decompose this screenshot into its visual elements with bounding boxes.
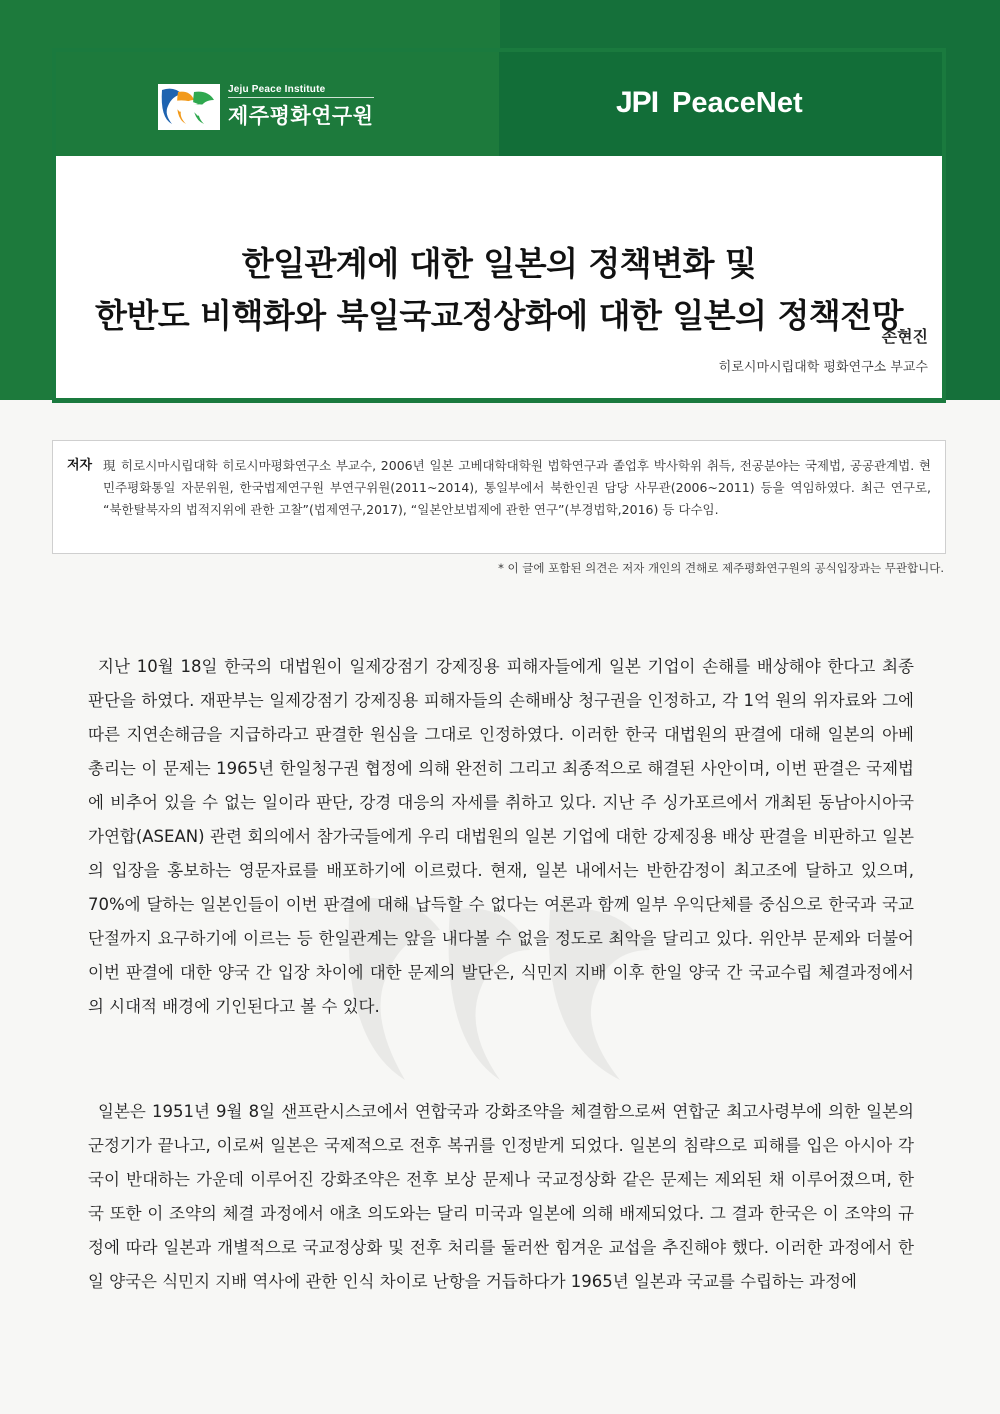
bio-label: 저자 <box>67 458 93 473</box>
logo-english-text: Jeju Peace Institute <box>228 84 374 98</box>
body-paragraph-2: 일본은 1951년 9월 8일 샌프란시스코에서 연합국과 강화조약을 체결함으로써 연합군 최고사령부에 의한 일본의 군정기가 끝나고, 이로써 일본은 국제적으로 전후 복귀를 인정받게 되었다. 일본의 침략으로 피해를 입은 아시아 각국이 반대하는 가운데 이루어진 강화조약은 전후 보상 문제나 국교정상화 같은 문제는 제외된 채 이루어졌으며, 한국 또한 이 조약의 체결 과정에서 애초 의도와는 달리 미국과 일본에 의해 배제되었다. 그 결과 한국은 이 조약의 규정에 따라 일본과 개별적으로 국교정상화 및 전후 처리를 둘러싼 힘겨운 교섭을 추진해야 했다. 이러한 과정에서 한일 양국은 식민지 지배 역사에 관한 인식 차이로 난항을 거듭하다가 1965년 일본과 국교를 수립하는 과정에 <box>88 1102 914 1291</box>
title-frame <box>52 48 946 403</box>
author-name: 손현진 <box>881 327 928 346</box>
dove-logo-icon <box>158 84 220 130</box>
author-affiliation: 히로시마시립대학 평화연구소 부교수 <box>718 360 928 375</box>
title-line-1: 한일관계에 대한 일본의 정책변화 및 <box>241 244 757 283</box>
peacenet-text: PeaceNet <box>672 86 803 119</box>
header-bar <box>56 52 942 156</box>
body-paragraph-1: 지난 10월 18일 한국의 대법원이 일제강점기 강제징용 피해자들에게 일본 기업이 손해를 배상해야 한다고 최종 판단을 하였다. 재판부는 일제강점기 강제징용 피해자들의 손해배상 청구권을 인정하고, 각 1억 원의 위자료와 그에 따른 지연손해금을 지급하라고 판결한 원심을 그대로 인정하였다. 이러한 한국 대법원의 판결에 대해 일본의 아베 총리는 이 문제는 1965년 한일청구권 협정에 의해 완전히 그리고 최종적으로 해결된 사안이며, 이번 판결은 국제법에 비추어 있을 수 없는 일이라 판단, 강경 대응의 자세를 취하고 있다. 지난 주 싱가포르에서 개최된 동남아시아국가연합(ASEAN) 관련 회의에서 참가국들에게 우리 대법원의 일본 기업에 대한 강제징용 배상 판결을 비판하고 일본의 입장을 홍보하는 영문자료를 배포하기에 이르렀다. 현재, 일본 내에서는 반한감정이 최고조에 달하고 있으며, 70%에 달하는 일본인들이 이번 판결에 대해 납득할 수 없다는 여론과 함께 일부 우익단체를 중심으로 한국과 국교단절까지 요구하기에 이르는 등 한일관계는 앞을 내다볼 수 없을 정도로 최악을 달리고 있다. 위안부 문제와 더불어 이번 판결에 대한 양국 간 입장 차이에 대한 문제의 발단은, 식민지 지배 이후 한일 양국 간 국교수립 체결과정에서의 시대적 배경에 기인된다고 볼 수 있다. <box>88 657 914 1016</box>
logo-korean-text: 제주평화연구원 <box>228 104 374 128</box>
bio-text: 現 히로시마시립대학 히로시마평화연구소 부교수, 2006년 일본 고베대학대학원 법학연구과 졸업후 박사학위 취득, 전공분야는 국제법, 공공관계법. 현 민주평화통일 자문위원, 한국법제연구원 부연구위원(2011~2014), 통일부에서 북한인권 담당 사무관(2006~2011) 등을 역임하였다. 최근 연구로, “북한탈북자의 법적지위에 관한 고찰”(법제연구,2017), “일본안보법제에 관한 연구”(부경법학,2016) 등 다수임. <box>103 458 931 517</box>
jpi-peacenet-logo[interactable] <box>616 86 803 120</box>
title-line-2: 한반도 비핵화와 북일국교정상화에 대한 일본의 정책전망 <box>94 296 903 335</box>
jpi-mark: JPI <box>616 86 659 119</box>
author-bio-box <box>52 440 946 554</box>
jeju-peace-institute-logo[interactable] <box>158 82 374 132</box>
disclaimer: * 이 글에 포함된 의견은 저자 개인의 견해로 제주평화연구원의 공식입장과는 무관합니다. <box>498 561 944 575</box>
